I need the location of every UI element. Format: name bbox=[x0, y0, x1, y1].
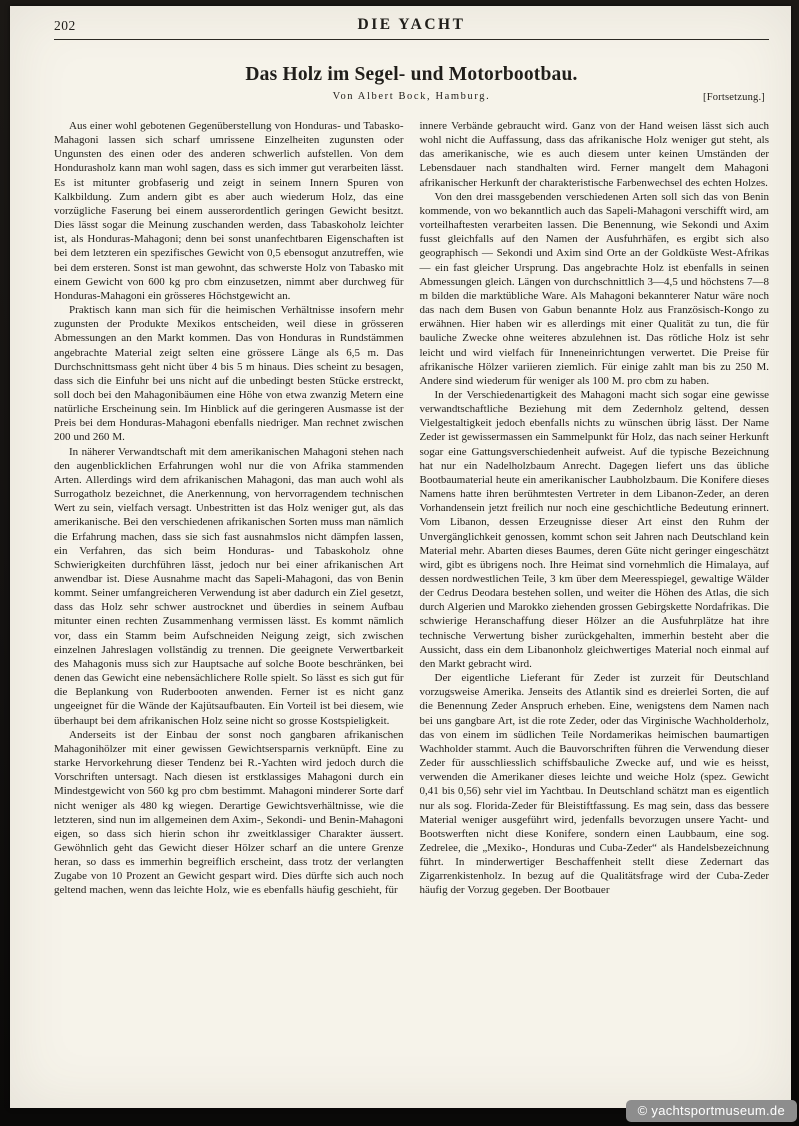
continuation-note: [Fortsetzung.] bbox=[703, 92, 765, 103]
magazine-page bbox=[10, 6, 791, 1108]
masthead-title: DIE YACHT bbox=[357, 16, 466, 33]
page-header bbox=[54, 16, 769, 36]
article-title: Das Holz im Segel- und Motorbootbau. bbox=[245, 64, 578, 85]
watermark-text: © yachtsportmuseum.de bbox=[637, 1103, 785, 1118]
right-column bbox=[420, 119, 770, 898]
left-column bbox=[54, 119, 404, 898]
byline-row bbox=[54, 91, 769, 106]
paragraph: innere Verbände gebraucht wird. Ganz von der Hand weisen lässt sich auch wohl nicht die Auffassung, dass das afrikanische Holz weniger gut steht, als das amerikanische, wie es auch diesem unter keinen Umständen der Lebensdauer nach standhalten wird. Ferner mangelt dem Mahagoni afrikanischer Herkunft der charakteristische Farbenwechsel des echten Holzes. bbox=[419, 120, 769, 189]
article-byline: Von Albert Bock, Hamburg. bbox=[332, 91, 491, 102]
page-number: 202 bbox=[54, 18, 76, 33]
paragraph: Der eigentliche Lieferant für Zeder ist zurzeit für Deutschland vorzugsweise Amerika. Jenseits des Atlantik sind es dreierlei Sorten, die auf die Benennung Zeder Anspruch erheben. Eine, wenigstens dem Namen nach bei uns gangbare Art, ist die rote Zeder, oder das Virginische Wachholderholz, das von einem im südlichen Teile Nordamerikas heimischen baumartigen Wachholder stammt. Auch die Bauvorschriften führen die Verwendung dieser Zeder für ausschliesslich schiffsbauliche Zwecke auf, und wie es heisst, verwenden die Amerikaner dieses leichte und weiche Holz (spez. Gewicht 0,41 bis 0,56) sehr viel im Yachtbau. In Deutschland schätzt man es eigentlich nur als sog. Florida-Zeder für Bleistiftfassung. Es mag sein, dass das bessere Material weniger ausgeführt wird, jedenfalls bevorzugen unsere Yacht- und Bootswerften nicht diese Konifere, sondern einen Laubbaum, eine sog. Zedrelee, die „Mexiko-, Honduras und Cuba-Zeder“ als Handelsbezeichnung führt. In minderwertiger Beschaffenheit stellt diese Zedernart das Zigarrenkistenholz. In bezug auf die Qualitätsfrage wird der Cuba-Zeder häufig der Vorzug gegeben. Der Bootbauer bbox=[419, 672, 769, 897]
watermark bbox=[626, 1100, 797, 1122]
article-body bbox=[54, 119, 769, 898]
paragraph: Aus einer wohl gebotenen Gegenüberstellung von Honduras- und Tabasko-Mahagoni lassen sich scharf umrissene Einzelheiten zugunsten oder Ungunsten des einen oder des anderen schwerlich aufstellen. Von dem Hondurasholz kann man wohl sagen, dass es sich immer gut verarbeiten lässt. Es ist mitunter grobfaserig und zeigt in seinem Innern Spuren von Kalkbildung. Zum andern gibt es aber auch wiederum Holz, das eine vorzügliche Faserung bei einem ausserordentlich geringen Gewicht besitzt. Dies lässt sogar die Meinung zuschanden werden, dass Tabaskoholz leichter ist, als Honduras-Mahagoni; denn bei sonst unanfechtbaren Eigenschaften ist bei dem letzteren ein spezifisches Gewicht von 0,5 ebensogut anzutreffen, wie bei dem ersteren. Sonst ist man gewohnt, das schwerste Holz von Tabasko mit einem Gewicht von 600 kg pro cbm einzusetzen, nimmt aber durchweg für Honduras-Mahagoni ein grösseres Höchstgewicht an. bbox=[54, 120, 404, 302]
paragraph: Praktisch kann man sich für die heimischen Verhältnisse insofern mehr zugunsten der Produkte Mexikos entscheiden, weil diese in grösseren Abmessungen an den Markt kommen. Das von Honduras in Rundstämmen angebrachte Material zeigt selten eine grössere Länge als 6,5 m. Das Durchschnittsmass geht nicht über 4 bis 5 m hinaus. Dies scheint zu besagen, dass sich die Einfuhr bei uns nicht auf die unbedingt besten Stücke erstreckt, soll doch bei den Mahagonibäumen eine Höhe von etwa zwanzig Metern eine natürliche Erscheinung sein. Im Hinblick auf die geringeren Ausmasse ist der Preis bei dem Honduras-Mahagoni ebenfalls niedriger. Man rechnet zwischen 200 und 260 M. bbox=[54, 304, 404, 444]
header-rule bbox=[54, 39, 769, 40]
paragraph: In näherer Verwandtschaft mit dem amerikanischen Mahagoni stehen nach den augenblicklichen Erfahrungen wohl nur die von Afrika stammenden Arten. Allerdings wird dem afrikanischen Mahagoni, das man auch wohl als Surrogatholz bezeichnet, die Anerkennung, von hervorragendem technischen Wert zu sein, vielfach versagt. Unbestritten ist das Holz weniger gut, als das amerikanische. Bei den verschiedenen afrikanischen Sorten muss man nämlich die Erfahrung machen, dass sie sich fast ausnahmslos nicht dämpfen lassen, ein Verfahren, das sich beim Honduras- und Tabaskoholz ohne Schwierigkeiten durchführen lässt, jedoch nur bei einer afrikanischen Art anwendbar ist. Diese Ausnahme macht das Sapeli-Mahagoni, das von Benin kommt. Seiner umfangreicheren Verwendung ist aber dadurch ein Ziel gesetzt, dass das Holz sehr schwer austrocknet und überdies in seinem Aufbau mitunter einen rechten Zusammenhang vermissen lässt. Es kommt nämlich vor, dass ein Stamm beim Aufschneiden Neigung zeigt, sich zwischen einzelnen Jahreslagen vollständig zu trennen. Die geeignete Verwertbarkeit des Mahagonis muss sich zur Hauptsache auf solche Boote beschränken, bei denen das Gewicht eine nebensächlichere Rolle spielt. So lässt es sich gut für die Beplankung von Ruderbooten anwenden. Ferner ist es nicht ganz ungeeignet für die Wände der Kajütsaufbauten. Ein Vorteil ist bei diesem, wie überhaupt bei dem afrikanischen Holz seine nicht so grosse Kostspieligkeit. bbox=[54, 445, 404, 727]
paragraph: Anderseits ist der Einbau der sonst noch gangbaren afrikanischen Mahagonihölzer mit einer gewissen Gewichtsersparnis verknüpft. Eine zu starke Hervorkehrung dieser Tendenz bei R.-Yachten wird jedoch durch die Vorschriften untersagt. Nach diesen ist erstklassiges Mahagoni durch ein Mindestgewicht von 560 kg pro cbm bestimmt. Mahagoni minderer Sorte darf nicht weniger als 480 kg wiegen. Derartige Gewichtsverhältnisse, wie die letzteren, sind nun im allgemeinen dem Axim-, Sekondi- und Benin-Mahagoni eigen, so dass sich hierin schon ihr zweitklassiger Charakter äussert. Gewöhnlich geht das Gewicht dieser Hölzer scharf an die untere Grenze heran, so dass es immerhin begreiflich erscheint, dass trotz der verlangten Zugabe von 10 Prozent an Gewicht gespart wird. Dies dürfte sich auch noch geltend machen, wenn das leichte Holz, wie es ebenfalls häufig geschieht, für bbox=[54, 728, 404, 897]
paragraph: In der Verschiedenartigkeit des Mahagoni macht sich sogar eine gewisse verwandtschaftliche Beziehung mit dem Zedernholz geltend, dessen Vielgestaltigkeit jedoch ebenfalls nichts zu wünschen übrig lässt. Der Name Zeder ist gewissermassen ein Sammelpunkt für Holz, das nach seiner Herkunft sogar eine Gattungsverschiedenheit aufweist. Auf die typische Bezeichnung hat nur ein Nadelholzbaum Anrecht. Dagegen liefert uns das übliche Bootbaumaterial heute ein amerikanischer Laubholzbaum. Die Konifere dieses Namens hatte ihren berühmtesten Vertreter in dem Libanon-Zeder, an deren Vorhandensein jetzt freilich nur noch eine geschichtliche Bedeutung erinnert. Vom Libanon, dessen Erzeugnisse dieser Art einst den Ruhm der Unvergänglichkeit genossen, kommt schon seit Jahren nach Deutschland kein Material mehr. Abarten dieses Baumes, deren Güte nicht geringer eingeschätzt wird, gibt es übrigens noch. Ihre Heimat sind vornehmlich die Himalaya, auf dessen nordwestlichen Teile, 3 km über dem Meeresspiegel, gewaltige Wälder der Cedrus Deodara bestehen sollen, und weiter die Höhen des Atlas, die sich durch Algerien und Marokko ziehenden grossen Gebirgskette Nordafrikas. Die schwierige Heranschaffung dieser Hölzer an die Ausfuhrplätze hat ihre technische Verwertung bisher zurückgehalten, immerhin besteht aber die Aussicht, dass ein dem Libanonholz gleichwertiges Material noch einmal auf den Markt gebracht wird. bbox=[419, 388, 769, 670]
paragraph: Von den drei massgebenden verschiedenen Arten soll sich das von Benin kommende, von wo bekanntlich auch das Sapeli-Mahagoni verschifft wird, am vorteilhaftesten verarbeiten lassen. Die Benennung, wie Sekondi und Axim fusst gleichfalls auf den Namen der Ausfuhrhäfen, es ergibt sich also geographisch — Sekondi und Axim sind Orte an der Goldküste West-Afrikas — ein fast gleicher Ursprung. Das angebrachte Holz ist ebenfalls in seinen Abmessungen gleich. Längen von durchschnittlich 3—4,5 und höchstens 7—8 m bilden die marktübliche Ware. Als Mahagoni bekannterer Natur wäre noch das nach dem Busen von Gabun benannte Holz aus Französisch-Kongo zu erwähnen. Hier haben wir es allerdings mit einer Qualität zu tun, die für bauliche Zwecke ohne weiteres abzulehnen ist. Das rötliche Holz ist sehr leicht und wird vielfach für Inneneinrichtungen verwertet. Die Preise für afrikanische Hölzer variieren ziemlich. Für einige zahlt man bis zu 250 M. Andere sind wiederum für weniger als 100 M. pro cbm zu haben. bbox=[419, 190, 769, 387]
